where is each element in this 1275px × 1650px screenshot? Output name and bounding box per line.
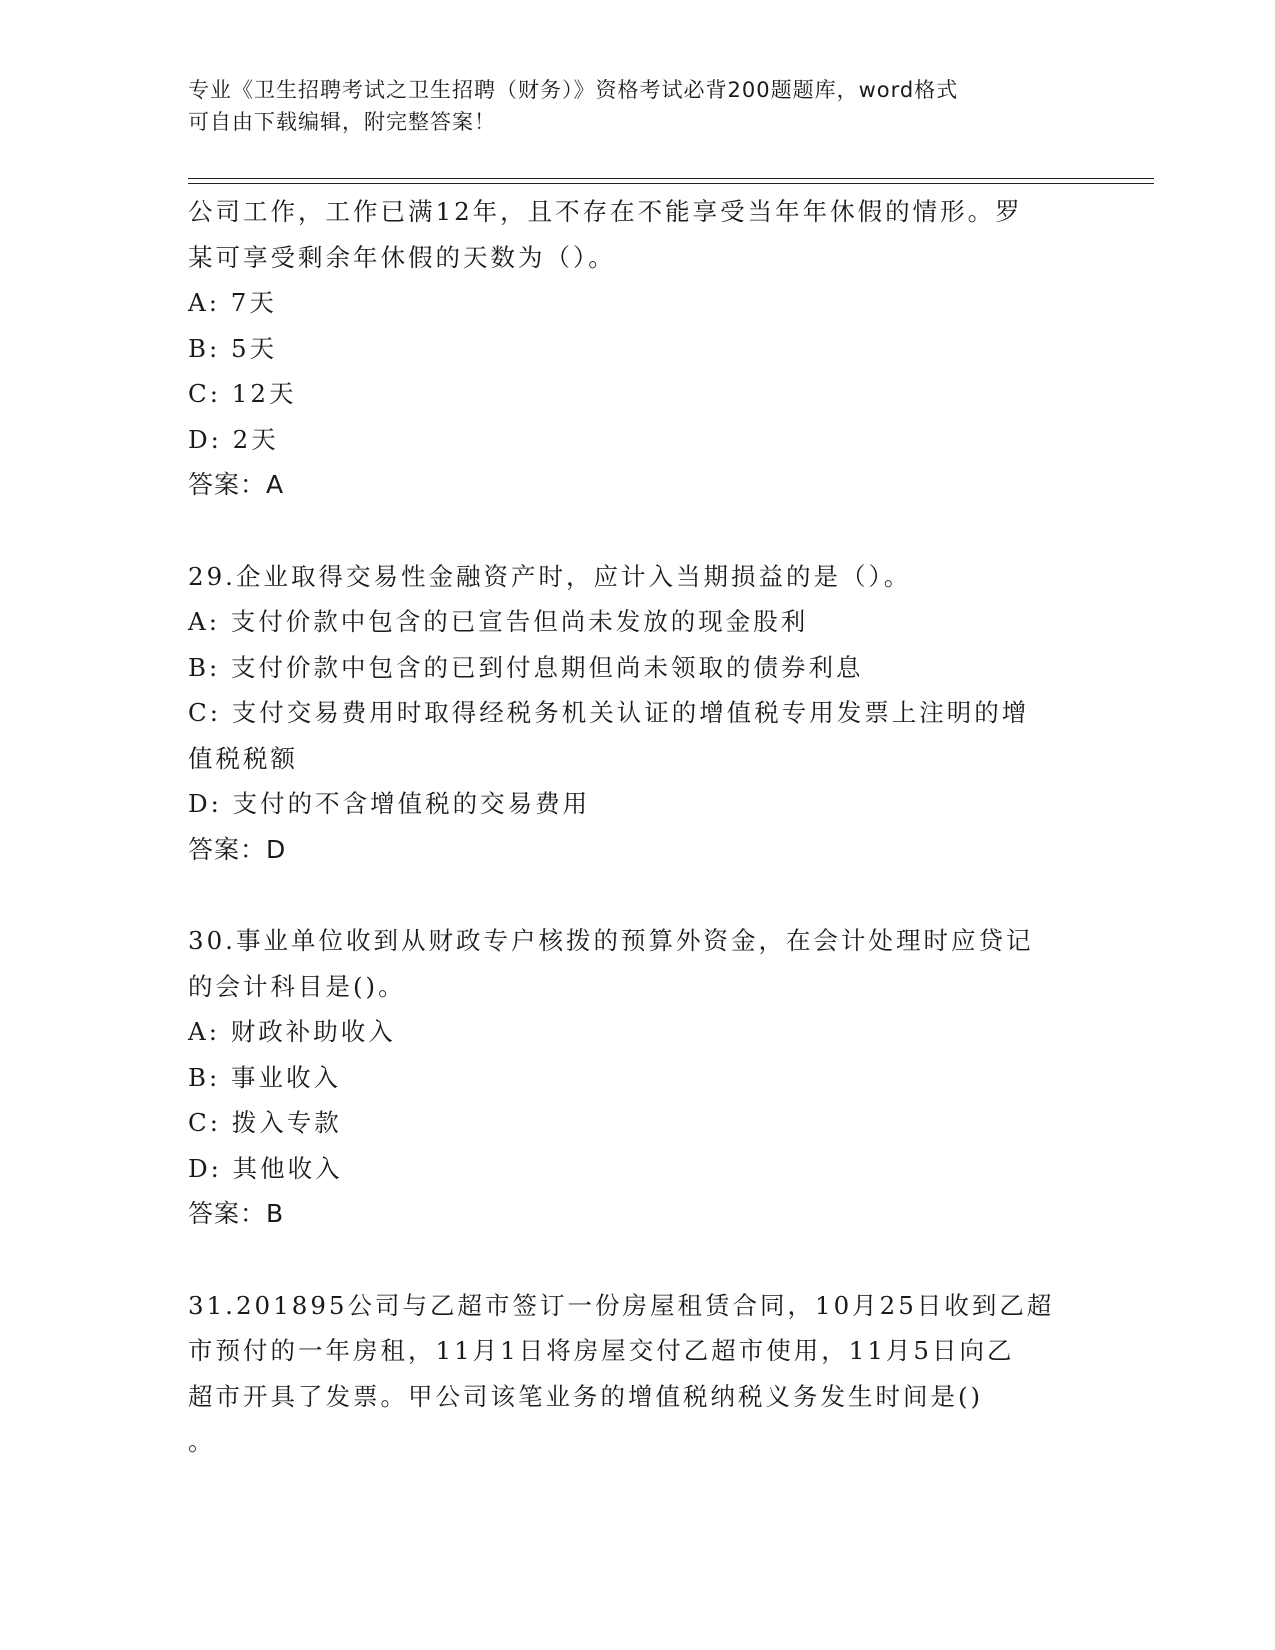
option-a: A: 支付价款中包含的已宣告但尚未发放的现金股利 [188, 607, 809, 636]
question-stem-line: 超市开具了发票。甲公司该笔业务的增值税纳税义务发生时间是() [188, 1381, 984, 1411]
answer-label: 答案：D [188, 834, 287, 864]
option-d: D: 2天 [188, 424, 279, 454]
question-stem-line: 。 [188, 1427, 216, 1456]
question-31 [188, 1283, 1078, 1465]
spacer [188, 508, 1078, 554]
question-stem-line: 的会计科目是()。 [188, 971, 406, 1001]
option-a: A: 7天 [188, 288, 277, 317]
spacer [188, 872, 1078, 918]
option-b: B: 支付价款中包含的已到付息期但尚未领取的债券利息 [188, 652, 864, 682]
option-a: A: 财政补助收入 [188, 1017, 396, 1046]
question-30 [188, 918, 1078, 1237]
answer-label: 答案：A [188, 470, 285, 499]
question-29 [188, 554, 1078, 873]
header-divider-bottom [188, 183, 1154, 184]
question-stem-line: 30.事业单位收到从财政专户核拨的预算外资金，在会计处理时应贷记 [188, 926, 1034, 955]
option-c: C: 12天 [188, 379, 297, 408]
question-stem-line: 31.201895公司与乙超市签订一份房屋租赁合同，10月25日收到乙超 [188, 1290, 1055, 1320]
option-b: B: 事业收入 [188, 1062, 342, 1092]
question-stem-line: 公司工作，工作已满12年，且不存在不能享受当年年休假的情形。罗 [188, 197, 1023, 226]
document-body [188, 189, 1078, 1465]
header-title-line-1: 专业《卫生招聘考试之卫生招聘（财务）》资格考试必背200题题库，word格式 [188, 78, 959, 102]
question-stem-line: 市预付的一年房租，11月1日将房屋交付乙超市使用，11月5日向乙 [188, 1336, 1015, 1365]
header-divider-top [188, 178, 1154, 179]
question-28 [188, 189, 1078, 508]
option-b: B: 5天 [188, 333, 278, 363]
option-d: D: 其他收入 [188, 1153, 343, 1183]
answer-label: 答案：B [188, 1199, 285, 1228]
question-stem-line: 某可享受剩余年休假的天数为（）。 [188, 242, 616, 272]
spacer [188, 1237, 1078, 1283]
option-c: C: 支付交易费用时取得经税务机关认证的增值税专用发票上注明的增 [188, 698, 1030, 727]
option-d: D: 支付的不含增值税的交易费用 [188, 789, 591, 818]
header-title-line-2: 可自由下载编辑，附完整答案！ [188, 110, 496, 134]
page-header [188, 74, 1068, 138]
question-stem-line: 29.企业取得交易性金融资产时，应计入当期损益的是（）。 [188, 561, 912, 591]
option-c-continued: 值税税额 [188, 743, 298, 773]
option-c: C: 拨入专款 [188, 1108, 342, 1137]
